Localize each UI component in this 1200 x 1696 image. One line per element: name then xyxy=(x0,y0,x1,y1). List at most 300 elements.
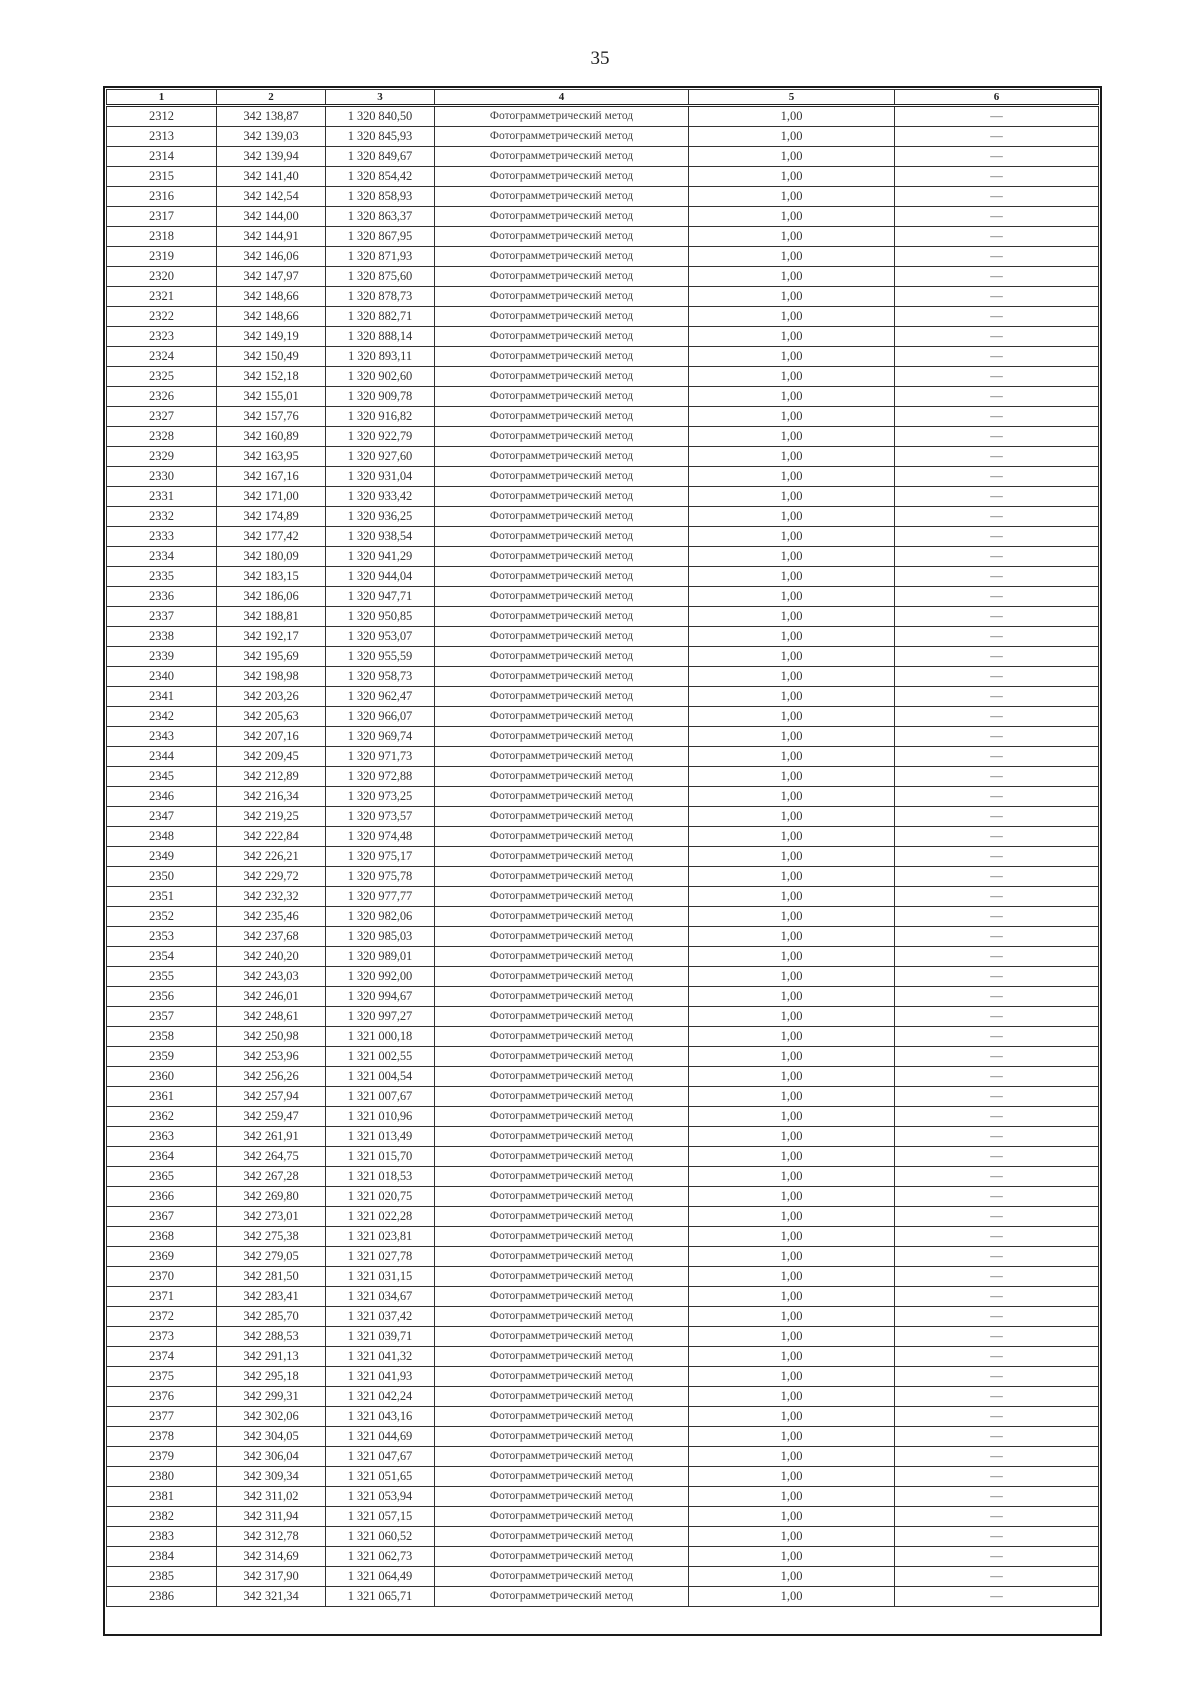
accuracy-cell: 1,00 xyxy=(689,1267,895,1287)
table-row xyxy=(107,1127,1099,1147)
method-cell: Фотограмметрический метод xyxy=(435,287,689,307)
method-cell: Фотограмметрический метод xyxy=(435,747,689,767)
accuracy-cell: 1,00 xyxy=(689,707,895,727)
y-coordinate-cell: 1 320 863,37 xyxy=(326,207,435,227)
note-cell: — xyxy=(895,307,1099,327)
method-cell: Фотограмметрический метод xyxy=(435,627,689,647)
table-row xyxy=(107,1047,1099,1067)
point-number-cell: 2376 xyxy=(107,1387,217,1407)
accuracy-cell: 1,00 xyxy=(689,1027,895,1047)
x-coordinate-cell: 342 269,80 xyxy=(217,1187,326,1207)
x-coordinate-cell: 342 147,97 xyxy=(217,267,326,287)
point-number-cell: 2327 xyxy=(107,407,217,427)
method-cell: Фотограмметрический метод xyxy=(435,587,689,607)
point-number-cell: 2323 xyxy=(107,327,217,347)
note-cell: — xyxy=(895,1547,1099,1567)
note-cell: — xyxy=(895,487,1099,507)
method-cell: Фотограмметрический метод xyxy=(435,1127,689,1147)
x-coordinate-cell: 342 275,38 xyxy=(217,1227,326,1247)
table-row xyxy=(107,587,1099,607)
accuracy-cell: 1,00 xyxy=(689,227,895,247)
y-coordinate-cell: 1 320 989,01 xyxy=(326,947,435,967)
point-number-cell: 2370 xyxy=(107,1267,217,1287)
accuracy-cell: 1,00 xyxy=(689,307,895,327)
y-coordinate-cell: 1 320 938,54 xyxy=(326,527,435,547)
accuracy-cell: 1,00 xyxy=(689,347,895,367)
table-header xyxy=(107,90,1099,106)
x-coordinate-cell: 342 250,98 xyxy=(217,1027,326,1047)
point-number-cell: 2316 xyxy=(107,187,217,207)
point-number-cell: 2340 xyxy=(107,667,217,687)
table-row xyxy=(107,1107,1099,1127)
y-coordinate-cell: 1 320 958,73 xyxy=(326,667,435,687)
table-row xyxy=(107,667,1099,687)
x-coordinate-cell: 342 149,19 xyxy=(217,327,326,347)
y-coordinate-cell: 1 321 031,15 xyxy=(326,1267,435,1287)
y-coordinate-cell: 1 321 002,55 xyxy=(326,1047,435,1067)
y-coordinate-cell: 1 320 997,27 xyxy=(326,1007,435,1027)
y-coordinate-cell: 1 320 973,25 xyxy=(326,787,435,807)
table-row xyxy=(107,807,1099,827)
x-coordinate-cell: 342 180,09 xyxy=(217,547,326,567)
method-cell: Фотограмметрический метод xyxy=(435,267,689,287)
x-coordinate-cell: 342 198,98 xyxy=(217,667,326,687)
accuracy-cell: 1,00 xyxy=(689,127,895,147)
table-row xyxy=(107,1067,1099,1087)
x-coordinate-cell: 342 160,89 xyxy=(217,427,326,447)
y-coordinate-cell: 1 320 972,88 xyxy=(326,767,435,787)
y-coordinate-cell: 1 320 941,29 xyxy=(326,547,435,567)
note-cell: — xyxy=(895,787,1099,807)
table-row xyxy=(107,827,1099,847)
accuracy-cell: 1,00 xyxy=(689,947,895,967)
table-row xyxy=(107,227,1099,247)
y-coordinate-cell: 1 320 962,47 xyxy=(326,687,435,707)
note-cell: — xyxy=(895,687,1099,707)
note-cell: — xyxy=(895,827,1099,847)
note-cell: — xyxy=(895,1587,1099,1607)
x-coordinate-cell: 342 141,40 xyxy=(217,167,326,187)
y-coordinate-cell: 1 320 927,60 xyxy=(326,447,435,467)
point-number-cell: 2368 xyxy=(107,1227,217,1247)
table-row xyxy=(107,567,1099,587)
point-number-cell: 2312 xyxy=(107,106,217,127)
y-coordinate-cell: 1 320 933,42 xyxy=(326,487,435,507)
x-coordinate-cell: 342 273,01 xyxy=(217,1207,326,1227)
y-coordinate-cell: 1 321 018,53 xyxy=(326,1167,435,1187)
y-coordinate-cell: 1 320 931,04 xyxy=(326,467,435,487)
note-cell: — xyxy=(895,387,1099,407)
accuracy-cell: 1,00 xyxy=(689,247,895,267)
x-coordinate-cell: 342 281,50 xyxy=(217,1267,326,1287)
method-cell: Фотограмметрический метод xyxy=(435,847,689,867)
note-cell: — xyxy=(895,207,1099,227)
y-coordinate-cell: 1 321 037,42 xyxy=(326,1307,435,1327)
accuracy-cell: 1,00 xyxy=(689,427,895,447)
note-cell: — xyxy=(895,1067,1099,1087)
point-number-cell: 2345 xyxy=(107,767,217,787)
accuracy-cell: 1,00 xyxy=(689,547,895,567)
y-coordinate-cell: 1 320 888,14 xyxy=(326,327,435,347)
point-number-cell: 2320 xyxy=(107,267,217,287)
y-coordinate-cell: 1 320 966,07 xyxy=(326,707,435,727)
x-coordinate-cell: 342 317,90 xyxy=(217,1567,326,1587)
accuracy-cell: 1,00 xyxy=(689,1227,895,1247)
note-cell: — xyxy=(895,1507,1099,1527)
note-cell: — xyxy=(895,707,1099,727)
note-cell: — xyxy=(895,607,1099,627)
point-number-cell: 2329 xyxy=(107,447,217,467)
table-row xyxy=(107,727,1099,747)
note-cell: — xyxy=(895,467,1099,487)
x-coordinate-cell: 342 279,05 xyxy=(217,1247,326,1267)
header-col-5: 5 xyxy=(689,90,895,106)
x-coordinate-cell: 342 259,47 xyxy=(217,1107,326,1127)
note-cell: — xyxy=(895,1247,1099,1267)
point-number-cell: 2332 xyxy=(107,507,217,527)
table-row xyxy=(107,147,1099,167)
table-row xyxy=(107,747,1099,767)
accuracy-cell: 1,00 xyxy=(689,387,895,407)
note-cell: — xyxy=(895,547,1099,567)
note-cell: — xyxy=(895,1107,1099,1127)
point-number-cell: 2371 xyxy=(107,1287,217,1307)
method-cell: Фотограмметрический метод xyxy=(435,307,689,327)
method-cell: Фотограмметрический метод xyxy=(435,1447,689,1467)
x-coordinate-cell: 342 291,13 xyxy=(217,1347,326,1367)
point-number-cell: 2339 xyxy=(107,647,217,667)
y-coordinate-cell: 1 320 878,73 xyxy=(326,287,435,307)
x-coordinate-cell: 342 222,84 xyxy=(217,827,326,847)
table-row xyxy=(107,167,1099,187)
x-coordinate-cell: 342 302,06 xyxy=(217,1407,326,1427)
table-row xyxy=(107,1287,1099,1307)
accuracy-cell: 1,00 xyxy=(689,1427,895,1447)
accuracy-cell: 1,00 xyxy=(689,1147,895,1167)
note-cell: — xyxy=(895,1447,1099,1467)
note-cell: — xyxy=(895,947,1099,967)
note-cell: — xyxy=(895,507,1099,527)
note-cell: — xyxy=(895,327,1099,347)
note-cell: — xyxy=(895,927,1099,947)
y-coordinate-cell: 1 321 064,49 xyxy=(326,1567,435,1587)
y-coordinate-cell: 1 320 944,04 xyxy=(326,567,435,587)
table-row xyxy=(107,527,1099,547)
method-cell: Фотограмметрический метод xyxy=(435,547,689,567)
point-number-cell: 2362 xyxy=(107,1107,217,1127)
point-number-cell: 2346 xyxy=(107,787,217,807)
accuracy-cell: 1,00 xyxy=(689,1127,895,1147)
x-coordinate-cell: 342 177,42 xyxy=(217,527,326,547)
x-coordinate-cell: 342 243,03 xyxy=(217,967,326,987)
method-cell: Фотограмметрический метод xyxy=(435,1187,689,1207)
header-col-2: 2 xyxy=(217,90,326,106)
method-cell: Фотограмметрический метод xyxy=(435,727,689,747)
table-row xyxy=(107,247,1099,267)
method-cell: Фотограмметрический метод xyxy=(435,887,689,907)
point-number-cell: 2341 xyxy=(107,687,217,707)
note-cell: — xyxy=(895,667,1099,687)
y-coordinate-cell: 1 321 004,54 xyxy=(326,1067,435,1087)
table-row xyxy=(107,1027,1099,1047)
y-coordinate-cell: 1 321 041,93 xyxy=(326,1367,435,1387)
y-coordinate-cell: 1 320 882,71 xyxy=(326,307,435,327)
table-row xyxy=(107,1487,1099,1507)
table-row xyxy=(107,307,1099,327)
point-number-cell: 2319 xyxy=(107,247,217,267)
table-row xyxy=(107,347,1099,367)
x-coordinate-cell: 342 148,66 xyxy=(217,307,326,327)
method-cell: Фотограмметрический метод xyxy=(435,1527,689,1547)
point-number-cell: 2382 xyxy=(107,1507,217,1527)
table-row xyxy=(107,287,1099,307)
x-coordinate-cell: 342 299,31 xyxy=(217,1387,326,1407)
coordinates-table-frame xyxy=(103,86,1102,1636)
point-number-cell: 2317 xyxy=(107,207,217,227)
method-cell: Фотограмметрический метод xyxy=(435,1107,689,1127)
y-coordinate-cell: 1 320 854,42 xyxy=(326,167,435,187)
point-number-cell: 2355 xyxy=(107,967,217,987)
accuracy-cell: 1,00 xyxy=(689,807,895,827)
y-coordinate-cell: 1 320 975,17 xyxy=(326,847,435,867)
table-row xyxy=(107,106,1099,127)
method-cell: Фотограмметрический метод xyxy=(435,1347,689,1367)
point-number-cell: 2367 xyxy=(107,1207,217,1227)
table-row xyxy=(107,127,1099,147)
x-coordinate-cell: 342 174,89 xyxy=(217,507,326,527)
note-cell: — xyxy=(895,1527,1099,1547)
x-coordinate-cell: 342 237,68 xyxy=(217,927,326,947)
accuracy-cell: 1,00 xyxy=(689,327,895,347)
point-number-cell: 2366 xyxy=(107,1187,217,1207)
table-row xyxy=(107,887,1099,907)
accuracy-cell: 1,00 xyxy=(689,106,895,127)
table-row xyxy=(107,487,1099,507)
x-coordinate-cell: 342 155,01 xyxy=(217,387,326,407)
note-cell: — xyxy=(895,747,1099,767)
method-cell: Фотограмметрический метод xyxy=(435,1507,689,1527)
y-coordinate-cell: 1 321 020,75 xyxy=(326,1187,435,1207)
method-cell: Фотограмметрический метод xyxy=(435,487,689,507)
x-coordinate-cell: 342 226,21 xyxy=(217,847,326,867)
point-number-cell: 2313 xyxy=(107,127,217,147)
point-number-cell: 2358 xyxy=(107,1027,217,1047)
x-coordinate-cell: 342 209,45 xyxy=(217,747,326,767)
note-cell: — xyxy=(895,1007,1099,1027)
table-row xyxy=(107,427,1099,447)
note-cell: — xyxy=(895,407,1099,427)
accuracy-cell: 1,00 xyxy=(689,1067,895,1087)
y-coordinate-cell: 1 321 051,65 xyxy=(326,1467,435,1487)
y-coordinate-cell: 1 320 909,78 xyxy=(326,387,435,407)
note-cell: — xyxy=(895,767,1099,787)
x-coordinate-cell: 342 171,00 xyxy=(217,487,326,507)
y-coordinate-cell: 1 320 975,78 xyxy=(326,867,435,887)
accuracy-cell: 1,00 xyxy=(689,787,895,807)
accuracy-cell: 1,00 xyxy=(689,687,895,707)
point-number-cell: 2372 xyxy=(107,1307,217,1327)
note-cell: — xyxy=(895,1227,1099,1247)
x-coordinate-cell: 342 207,16 xyxy=(217,727,326,747)
y-coordinate-cell: 1 320 953,07 xyxy=(326,627,435,647)
point-number-cell: 2352 xyxy=(107,907,217,927)
note-cell: — xyxy=(895,367,1099,387)
x-coordinate-cell: 342 139,94 xyxy=(217,147,326,167)
method-cell: Фотограмметрический метод xyxy=(435,1227,689,1247)
x-coordinate-cell: 342 183,15 xyxy=(217,567,326,587)
y-coordinate-cell: 1 320 992,00 xyxy=(326,967,435,987)
table-row xyxy=(107,1567,1099,1587)
table-row xyxy=(107,1547,1099,1567)
x-coordinate-cell: 342 203,26 xyxy=(217,687,326,707)
method-cell: Фотограмметрический метод xyxy=(435,347,689,367)
table-row xyxy=(107,927,1099,947)
method-cell: Фотограмметрический метод xyxy=(435,1027,689,1047)
method-cell: Фотограмметрический метод xyxy=(435,707,689,727)
note-cell: — xyxy=(895,647,1099,667)
table-row xyxy=(107,967,1099,987)
header-col-3: 3 xyxy=(326,90,435,106)
note-cell: — xyxy=(895,1287,1099,1307)
accuracy-cell: 1,00 xyxy=(689,1527,895,1547)
accuracy-cell: 1,00 xyxy=(689,1387,895,1407)
point-number-cell: 2342 xyxy=(107,707,217,727)
accuracy-cell: 1,00 xyxy=(689,767,895,787)
method-cell: Фотограмметрический метод xyxy=(435,947,689,967)
y-coordinate-cell: 1 320 994,67 xyxy=(326,987,435,1007)
note-cell: — xyxy=(895,1487,1099,1507)
x-coordinate-cell: 342 195,69 xyxy=(217,647,326,667)
method-cell: Фотограмметрический метод xyxy=(435,1047,689,1067)
accuracy-cell: 1,00 xyxy=(689,667,895,687)
y-coordinate-cell: 1 321 053,94 xyxy=(326,1487,435,1507)
table-row xyxy=(107,987,1099,1007)
x-coordinate-cell: 342 146,06 xyxy=(217,247,326,267)
y-coordinate-cell: 1 320 985,03 xyxy=(326,927,435,947)
accuracy-cell: 1,00 xyxy=(689,827,895,847)
note-cell: — xyxy=(895,227,1099,247)
note-cell: — xyxy=(895,1027,1099,1047)
x-coordinate-cell: 342 295,18 xyxy=(217,1367,326,1387)
y-coordinate-cell: 1 321 023,81 xyxy=(326,1227,435,1247)
point-number-cell: 2331 xyxy=(107,487,217,507)
accuracy-cell: 1,00 xyxy=(689,1047,895,1067)
x-coordinate-cell: 342 148,66 xyxy=(217,287,326,307)
point-number-cell: 2374 xyxy=(107,1347,217,1367)
y-coordinate-cell: 1 320 845,93 xyxy=(326,127,435,147)
method-cell: Фотограмметрический метод xyxy=(435,1207,689,1227)
table-row xyxy=(107,507,1099,527)
method-cell: Фотограмметрический метод xyxy=(435,367,689,387)
y-coordinate-cell: 1 321 062,73 xyxy=(326,1547,435,1567)
table-row xyxy=(107,547,1099,567)
method-cell: Фотограмметрический метод xyxy=(435,187,689,207)
method-cell: Фотограмметрический метод xyxy=(435,1247,689,1267)
table-row xyxy=(107,267,1099,287)
y-coordinate-cell: 1 321 047,67 xyxy=(326,1447,435,1467)
point-number-cell: 2314 xyxy=(107,147,217,167)
y-coordinate-cell: 1 320 973,57 xyxy=(326,807,435,827)
note-cell: — xyxy=(895,567,1099,587)
point-number-cell: 2383 xyxy=(107,1527,217,1547)
point-number-cell: 2373 xyxy=(107,1327,217,1347)
table-row xyxy=(107,1447,1099,1467)
note-cell: — xyxy=(895,1167,1099,1187)
accuracy-cell: 1,00 xyxy=(689,487,895,507)
y-coordinate-cell: 1 320 977,77 xyxy=(326,887,435,907)
note-cell: — xyxy=(895,127,1099,147)
note-cell: — xyxy=(895,1387,1099,1407)
table-row xyxy=(107,1327,1099,1347)
y-coordinate-cell: 1 320 922,79 xyxy=(326,427,435,447)
x-coordinate-cell: 342 138,87 xyxy=(217,106,326,127)
note-cell: — xyxy=(895,907,1099,927)
accuracy-cell: 1,00 xyxy=(689,587,895,607)
note-cell: — xyxy=(895,1347,1099,1367)
point-number-cell: 2336 xyxy=(107,587,217,607)
y-coordinate-cell: 1 320 871,93 xyxy=(326,247,435,267)
x-coordinate-cell: 342 205,63 xyxy=(217,707,326,727)
accuracy-cell: 1,00 xyxy=(689,1467,895,1487)
point-number-cell: 2344 xyxy=(107,747,217,767)
method-cell: Фотограмметрический метод xyxy=(435,867,689,887)
x-coordinate-cell: 342 311,94 xyxy=(217,1507,326,1527)
y-coordinate-cell: 1 321 039,71 xyxy=(326,1327,435,1347)
accuracy-cell: 1,00 xyxy=(689,1547,895,1567)
table-row xyxy=(107,1587,1099,1607)
point-number-cell: 2378 xyxy=(107,1427,217,1447)
y-coordinate-cell: 1 320 902,60 xyxy=(326,367,435,387)
table-row xyxy=(107,647,1099,667)
accuracy-cell: 1,00 xyxy=(689,1347,895,1367)
accuracy-cell: 1,00 xyxy=(689,447,895,467)
y-coordinate-cell: 1 321 013,49 xyxy=(326,1127,435,1147)
point-number-cell: 2328 xyxy=(107,427,217,447)
accuracy-cell: 1,00 xyxy=(689,867,895,887)
method-cell: Фотограмметрический метод xyxy=(435,1327,689,1347)
y-coordinate-cell: 1 320 971,73 xyxy=(326,747,435,767)
accuracy-cell: 1,00 xyxy=(689,1107,895,1127)
note-cell: — xyxy=(895,1207,1099,1227)
note-cell: — xyxy=(895,967,1099,987)
table-row xyxy=(107,207,1099,227)
y-coordinate-cell: 1 320 849,67 xyxy=(326,147,435,167)
y-coordinate-cell: 1 320 947,71 xyxy=(326,587,435,607)
table-row xyxy=(107,1527,1099,1547)
point-number-cell: 2365 xyxy=(107,1167,217,1187)
y-coordinate-cell: 1 320 840,50 xyxy=(326,106,435,127)
y-coordinate-cell: 1 321 043,16 xyxy=(326,1407,435,1427)
table-row xyxy=(107,687,1099,707)
table-row xyxy=(107,1347,1099,1367)
method-cell: Фотограмметрический метод xyxy=(435,787,689,807)
point-number-cell: 2318 xyxy=(107,227,217,247)
x-coordinate-cell: 342 188,81 xyxy=(217,607,326,627)
method-cell: Фотограмметрический метод xyxy=(435,247,689,267)
x-coordinate-cell: 342 306,04 xyxy=(217,1447,326,1467)
accuracy-cell: 1,00 xyxy=(689,727,895,747)
note-cell: — xyxy=(895,1427,1099,1447)
accuracy-cell: 1,00 xyxy=(689,187,895,207)
coordinates-table xyxy=(106,89,1099,1607)
note-cell: — xyxy=(895,1367,1099,1387)
x-coordinate-cell: 342 235,46 xyxy=(217,907,326,927)
method-cell: Фотограмметрический метод xyxy=(435,227,689,247)
y-coordinate-cell: 1 320 974,48 xyxy=(326,827,435,847)
point-number-cell: 2356 xyxy=(107,987,217,1007)
point-number-cell: 2343 xyxy=(107,727,217,747)
table-row xyxy=(107,1167,1099,1187)
